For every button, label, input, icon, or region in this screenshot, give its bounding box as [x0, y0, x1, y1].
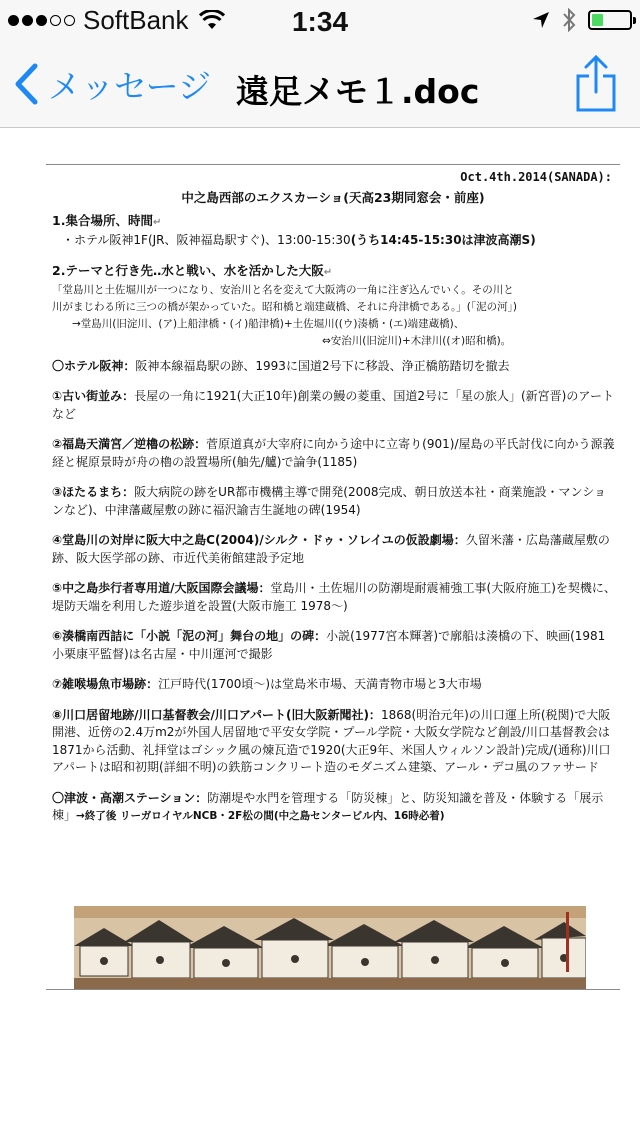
share-icon[interactable]: [574, 54, 618, 112]
navigation-bar: [0, 40, 640, 128]
section-2-quote-1: 「堂島川と土佐堀川が一つになり、安治川と名を変えて大阪湾の一角に注ぎ込んでいく。その川と: [52, 283, 514, 296]
section-2-quote-2: 川がまじわる所に三つの橋が架かっていた。昭和橋と端建蔵橋、それに舟津橋である。」(「泥の河」): [52, 300, 517, 313]
back-button[interactable]: [14, 60, 211, 108]
section-2-route-1: →堂島川(旧淀川、(ア)上船津橋・(イ)船津橋)+土佐堀川((ウ)湊橋・(エ)端建蔵橋)、: [72, 317, 465, 330]
section-1-heading: 1.集合場所、時間↵: [52, 213, 162, 228]
document-page[interactable]: [46, 164, 620, 990]
clock: 1:34: [291, 6, 349, 37]
doc-body: [52, 212, 616, 826]
carrier-label: SoftBank: [83, 4, 189, 35]
list-item: ②福島天満宮／逆櫓の松跡：菅原道真が大宰府に向かう途中に立寄り(901)/屋島の平氏討伐に向かう源義経と梶原景時が舟の櫓の設置場所(舳先/艫)で論争(1185): [52, 437, 615, 469]
list-item: 〇津波・高潮ステーション：防潮堤や水門を管理する「防災棟」と、防災知識を普及・体験する「展示棟」→終了後 リーガロイヤルNCB・2F松の間(中之島センタービル内、16時必着): [52, 790, 604, 822]
battery-fill: [592, 14, 603, 26]
section-2-heading: 2.テーマと行き先‥水と戦い、水を活かした大阪↵: [52, 263, 333, 278]
list-item: ⑦雑喉場魚市場跡：江戸時代(1700頃〜)は堂島米市場、天満青物市場と3大市場: [52, 677, 482, 691]
list-item: ④堂島川の対岸に阪大中之島C(2004)/シルク・ドゥ・ソレイユの仮設劇場：久留米藩・広島藩蔵屋敷の跡、阪大医学部の跡、市近代美術館建設予定地: [52, 533, 610, 565]
doc-title: 中之島西部のエクスカーショ(天高23期同窓会・前座): [181, 190, 485, 205]
page-bottom-rule: [46, 989, 620, 990]
list-item: ⑥湊橋南西詰に「小説「泥の河」舞台の地」の碑：小説(1977宮本輝著)で廓船は湊橋の下、映画(1981小栗康平監督)は名古屋・中川運河で撮影: [52, 629, 606, 661]
back-label: メッセージ: [48, 66, 212, 106]
bluetooth-icon: [562, 8, 576, 32]
page-top-rule: [46, 164, 620, 165]
page-title: 遠足メモ１.doc: [236, 72, 480, 111]
location-arrow-icon: [532, 11, 550, 29]
list-item: ①古い街並み：長屋の一角に1921(大正10年)創業の鰻の菱重、国道2号に「星の旅人」(新宮晋)のアートなど: [52, 389, 614, 421]
list-item: 〇ホテル阪神：阪神本線福島駅の跡、1993に国道2号下に移設、浄正橋筋踏切を撤去: [52, 358, 510, 373]
list-item: ⑧川口居留地跡/川口基督教会/川口アパート(旧大阪新聞社)：1868(明治元年)の川口運上所(税関)で大阪開港、近傍の2.4万m2が外国人居留地で平安女学院・プール学院・大阪女学院など創設/川口基督教会は1871から活動、礼拝堂はゴシック風の煉瓦造で1920(大正9年、米国人ウィルソン設計)完成/(通称)川口アパートは昭和初期(詳細不明)の鉄筋コンクリート造のモダニズム建築、アール・デコ風のファサード: [52, 707, 611, 774]
status-right: [532, 6, 632, 34]
list-item: ⑤中之島歩行者専用道/大阪国際会議場：堂島川・土佐堀川の防潮堤耐震補強工事(大阪府施工)を契機に、堤防天端を利用した遊歩道を設置(大阪市施工 1978〜): [52, 581, 616, 613]
back-chevron-icon: [14, 63, 38, 105]
doc-date: Oct.4th.2014(SANADA):: [460, 170, 612, 184]
list-item: ③ほたるまち：阪大病院の跡をUR都市機構主導で開発(2008完成、朝日放送本社・商業施設・マンションなど)、中津藩蔵屋敷の跡に福沢諭吉生誕地の碑(1954): [52, 485, 606, 517]
battery-icon: [588, 10, 632, 30]
section-1-line: ・ホテル阪神1F(JR、阪神福島駅すぐ)、13:00-15:30(うち14:45-15:30は津波高潮S): [62, 232, 536, 247]
section-2-route-2: ⇔安治川(旧淀川)+木津川((オ)昭和橋)。: [322, 334, 512, 347]
status-bar: [0, 0, 640, 40]
historic-town-illustration: [74, 906, 586, 990]
